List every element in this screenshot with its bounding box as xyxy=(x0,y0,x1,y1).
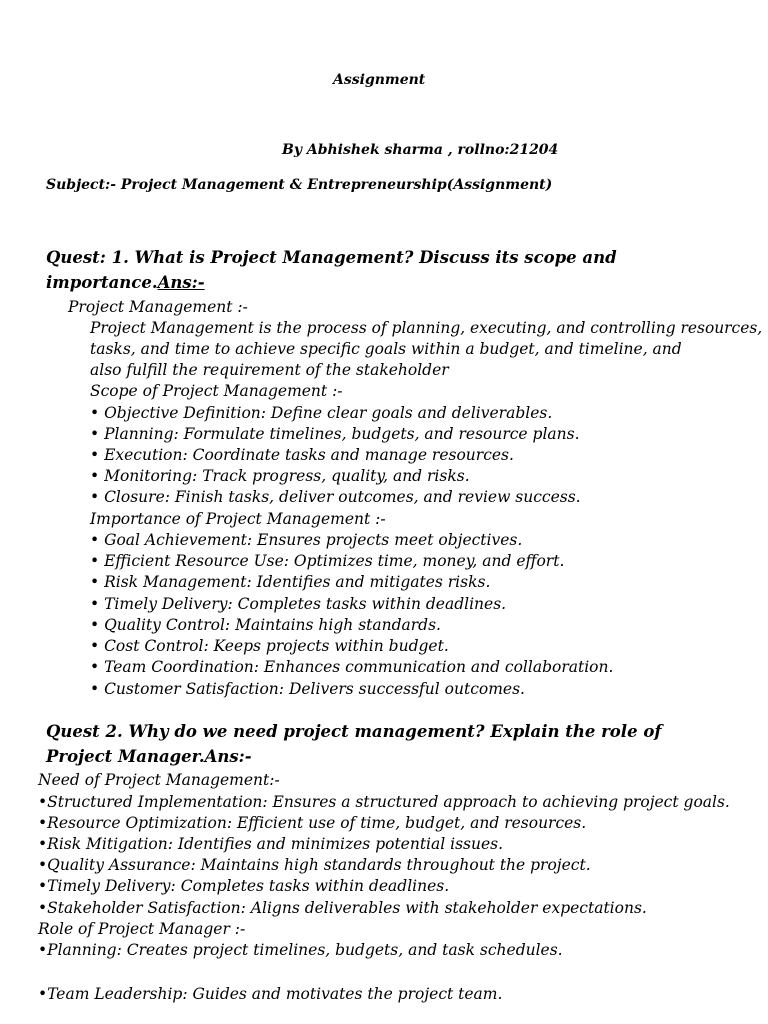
need-item: •Risk Mitigation: Identifies and minimizes potential issues. xyxy=(38,835,504,853)
question-1-text: importance. xyxy=(46,273,158,292)
need-heading: Need of Project Management:- xyxy=(38,771,280,789)
scope-item: • Planning: Formulate timelines, budgets, and resource plans. xyxy=(90,425,580,443)
importance-item: • Customer Satisfaction: Delivers successful outcomes. xyxy=(90,680,525,698)
scope-item: • Objective Definition: Define clear goals and deliverables. xyxy=(90,404,553,422)
need-item: •Resource Optimization: Efficient use of time, budget, and resources. xyxy=(38,814,587,832)
scope-item: • Monitoring: Track progress, quality, and risks. xyxy=(90,467,470,485)
subject-line: Subject:- Project Management & Entrepreneurship(Assignment) xyxy=(46,177,553,193)
need-item: •Structured Implementation: Ensures a structured approach to achieving project goals. xyxy=(38,793,730,811)
need-item: •Timely Delivery: Completes tasks within deadlines. xyxy=(38,877,450,895)
author-line: By Abhishek sharma , rollno:21204 xyxy=(282,142,559,158)
question-2-line-2: Project Manager.Ans:- xyxy=(46,747,252,766)
importance-item: • Goal Achievement: Ensures projects meet objectives. xyxy=(90,531,523,549)
importance-item: • Risk Management: Identifies and mitigates risks. xyxy=(90,573,491,591)
pm-heading: Project Management :- xyxy=(68,298,248,316)
importance-item: • Cost Control: Keeps projects within budget. xyxy=(90,637,449,655)
role-item: •Team Leadership: Guides and motivates the project team. xyxy=(38,985,503,1003)
definition-line: also fulfill the requirement of the stakeholder xyxy=(90,361,449,379)
question-1-line-1: Quest: 1. What is Project Management? Discuss its scope and xyxy=(46,248,617,267)
need-item: •Stakeholder Satisfaction: Aligns deliverables with stakeholder expectations. xyxy=(38,899,647,917)
importance-item: • Team Coordination: Enhances communication and collaboration. xyxy=(90,658,614,676)
importance-item: • Timely Delivery: Completes tasks within deadlines. xyxy=(90,595,507,613)
role-item: •Planning: Creates project timelines, budgets, and task schedules. xyxy=(38,941,563,959)
scope-heading: Scope of Project Management :- xyxy=(90,382,343,400)
question-2-line-1: Quest 2. Why do we need project management? Explain the role of xyxy=(46,722,662,741)
importance-item: • Efficient Resource Use: Optimizes time, money, and effort. xyxy=(90,552,565,570)
scope-item: • Closure: Finish tasks, deliver outcomes, and review success. xyxy=(90,488,581,506)
answer-label: Ans:- xyxy=(157,273,205,292)
document-title: Assignment xyxy=(333,72,426,88)
question-1-line-2 xyxy=(46,273,205,292)
definition-line: tasks, and time to achieve specific goals within a budget, and timeline, and xyxy=(90,340,682,358)
definition-line: Project Management is the process of planning, executing, and controlling resources, xyxy=(90,319,763,337)
need-item: •Quality Assurance: Maintains high standards throughout the project. xyxy=(38,856,591,874)
scope-item: • Execution: Coordinate tasks and manage resources. xyxy=(90,446,514,464)
importance-item: • Quality Control: Maintains high standards. xyxy=(90,616,441,634)
importance-heading: Importance of Project Management :- xyxy=(90,510,386,528)
role-heading: Role of Project Manager :- xyxy=(38,920,246,938)
